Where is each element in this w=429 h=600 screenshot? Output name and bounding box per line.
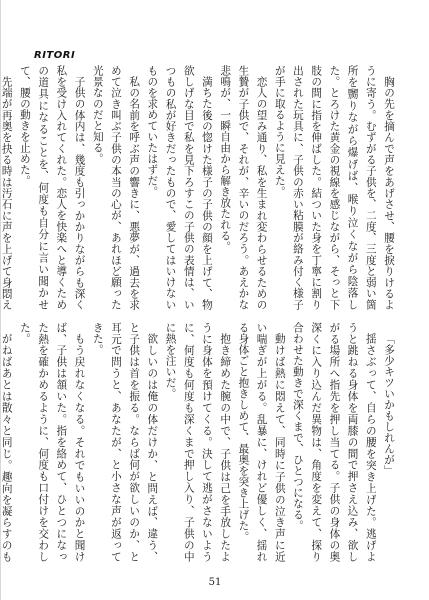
paragraph: 欲しいのは俺の体だけか、と問えば、違う、と子供は首を振る。ならば何が欲しいのか、と耳元で問うと、あなたが、と小さな声が返ってきた。	[91, 322, 159, 562]
running-header: RITORI	[34, 50, 76, 61]
paragraph: 子供の体内は、幾度も引っかかりながらも深く私を受け入れてくれた。恋人を快楽へと導くための道具になることを、何度も自分に言い聞かせて、腰の動きを止めた。	[18, 65, 86, 310]
paragraph: 先端が再奥を抉る時は汚石に声を上げて身悶え	[0, 75, 13, 310]
paragraph: 揺さぶって、自らの腰を突き上げた。逃げようと跳ねる身体を両膝の間で押さえ込み、欲しがる場所へ指先を押し当てる。子供の身体の奥深くに入り込んだ異物は、角度を変えて、探り合わせた動きで深くまで、ひとつになる。	[291, 322, 377, 562]
paragraph: 満ちた後の惚けた様子の子供の顔を上げて、物欲しげな目で私を見下ろすこの子供の表情は、いつもの私が好きだったもので、愛してはいけないものを求めていたはずだ。	[146, 65, 213, 310]
paragraph: 「多少キツいかもしれんが」	[383, 332, 395, 476]
paragraph: もう戻れなくなる。それでもいいのかと聞けば、子供は頷いた。指を絡めて、ひとつになった熱を確かめるように、何度も口付けを交わした。	[18, 322, 86, 562]
paragraph: 動けば熱に悶えて、同時に子供の泣き声に近い喘ぎが上がる。乱暴に、けれど優しく、揺れる身体ごと抱きしめて、最奥を突き上げた。	[237, 322, 286, 562]
paragraph: 私の名前を呼ぶ声の響きに、悪夢が、過去を求めて泣き叫ぶ子供の本当の心が、あれほど願った光景なのだと知る。	[91, 65, 141, 310]
text-block-bottom	[0, 322, 398, 562]
page-number: 51	[208, 577, 222, 588]
paragraph: 恋人の望み通り、私を生まれ変わらせるための生贄が子供で、それが、辛いのだろう。あえかな悲鳴が、一瞬自由から解き放たれる。	[219, 65, 268, 310]
paragraph: 胸の先を摘んで声をあげさせ、腰を捩りけるように寄う。むずがる子供を、二度、三度と弱い箇所を嬲りながら爆げば、喉り泣くながら陰落した。とろけた黄金の視線を感じながら、そっと下肢の間に指を伸ばした。結ついた身を丁寧に割り出された玩具に、子供の赤い粘膜が絡み付く様子が手に取るように見えた。	[273, 65, 395, 310]
paragraph: がねばあとは散々と同じ。趣向を凝らすのも	[0, 332, 13, 562]
text-block-top	[0, 65, 398, 310]
paragraph: 抱き締めた腕の中で、子供は己を手放したように身体を預けてくる。決して逃がさないように、何度も何度も深くまで押し入り、子供の中に熱を注いだ。	[164, 322, 232, 562]
